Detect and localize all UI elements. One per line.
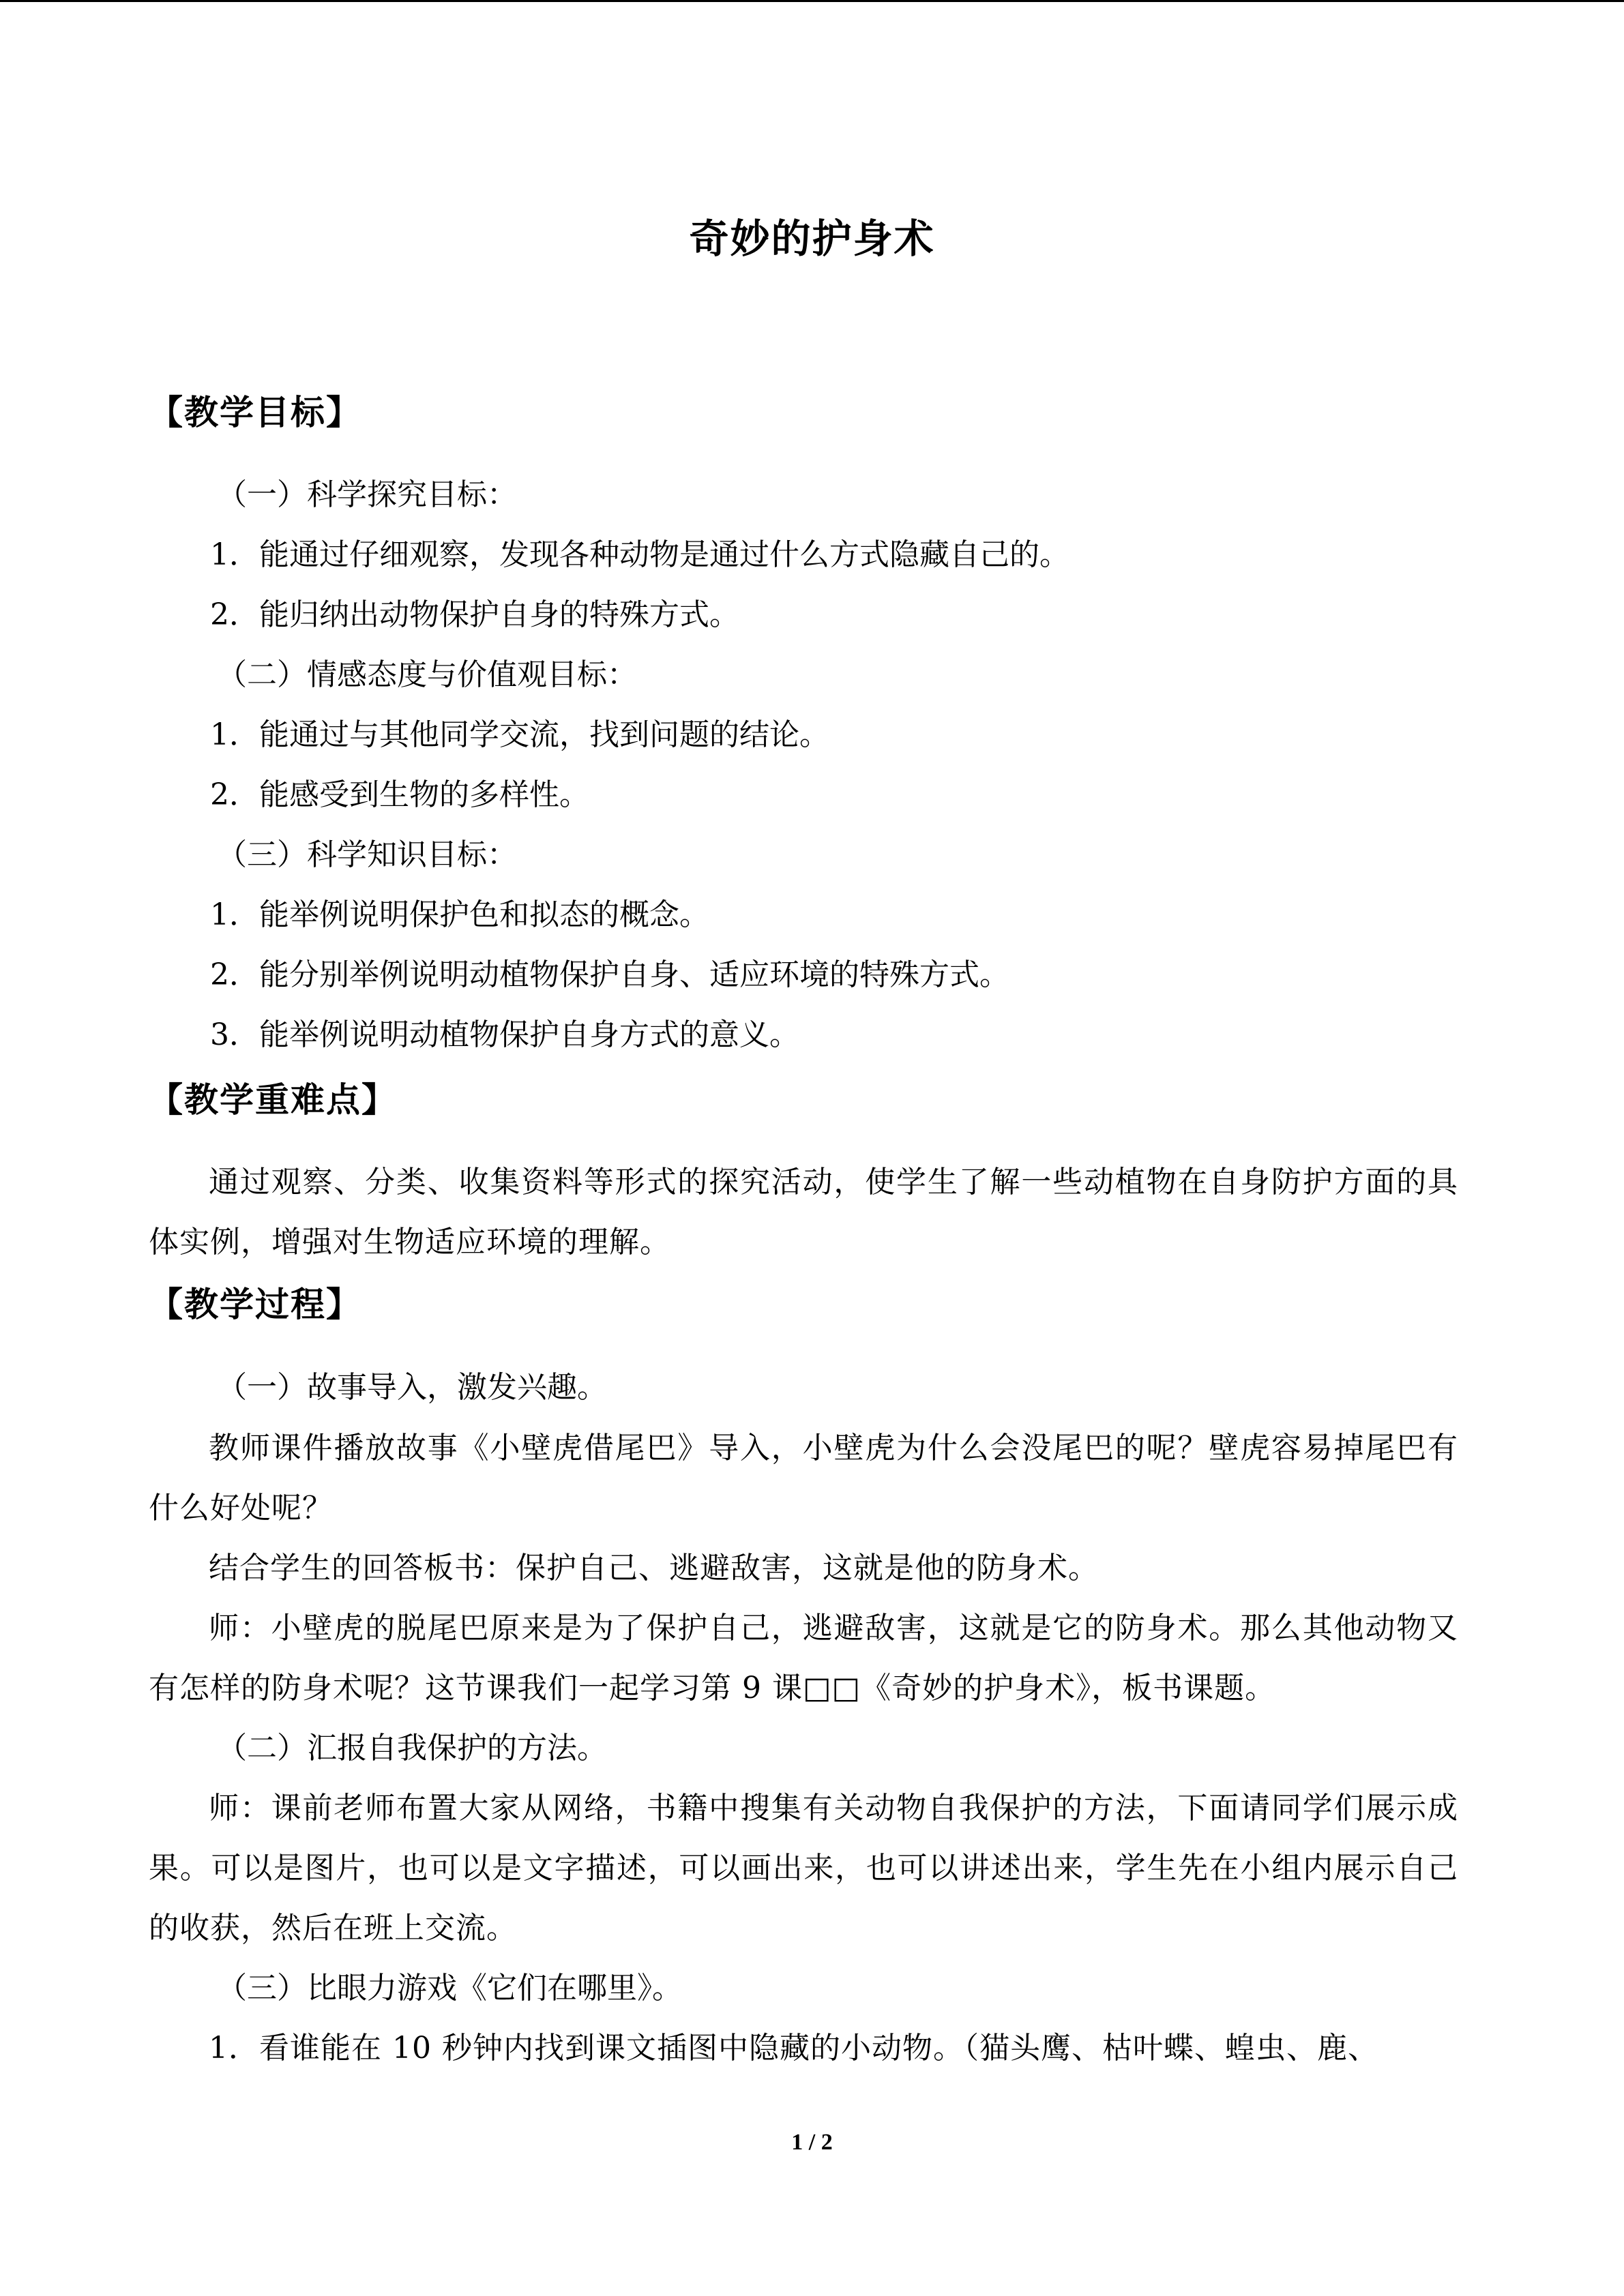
process-paragraph-4: 师：课前老师布置大家从网络，书籍中搜集有关动物自我保护的方法，下面请同学们展示成果。可以是图片，也可以是文字描述，可以画出来，也可以讲述出来，学生先在小组内展示自己的收获，然后在班上交流。: [149, 1791, 1458, 1945]
objectives-sub-1-item-2: 2．能归纳出动物保护自身的特殊方式。: [210, 597, 739, 632]
document-title: 奇妙的护身术: [689, 215, 935, 262]
key-points-paragraph: 通过观察、分类、收集资料等形式的探究活动，使学生了解一些动植物在自身防护方面的具体实例，增强对生物适应环境的理解。: [149, 1165, 1458, 1259]
heading-key-difficult-points: 【教学重难点】: [149, 1080, 397, 1120]
process-step-2: （二）汇报自我保护的方法。: [217, 1731, 607, 1765]
process-paragraph-1: 教师课件播放故事《小壁虎借尾巴》导入，小壁虎为什么会没尾巴的呢？壁虎容易掉尾巴有什么好处呢？: [149, 1431, 1458, 1525]
objectives-sub-3-item-3: 3．能举例说明动植物保护自身方式的意义。: [210, 1017, 799, 1052]
process-paragraph-2: 结合学生的回答板书：保护自己、逃避敌害，这就是他的防身术。: [209, 1551, 1099, 1585]
page-number: 1 / 2: [791, 2130, 833, 2155]
objectives-sub-2: （二）情感态度与价值观目标：: [217, 657, 637, 692]
page-top-border: [0, 0, 1624, 2]
process-paragraph-3: 师：小壁虎的脱尾巴原来是为了保护自己，逃避敌害，这就是它的防身术。那么其他动物又有怎样的防身术呢？这节课我们一起学习第 9 课□□《奇妙的护身术》，板书课题。: [149, 1611, 1458, 1705]
objectives-sub-1-item-1: 1．能通过仔细观察，发现各种动物是通过什么方式隐藏自己的。: [210, 537, 1069, 572]
heading-teaching-process: 【教学过程】: [149, 1285, 361, 1324]
objectives-sub-3-item-2: 2．能分别举例说明动植物保护自身、适应环境的特殊方式。: [210, 957, 1009, 992]
process-step-1: （一）故事导入，激发兴趣。: [217, 1370, 607, 1405]
heading-teaching-objectives: 【教学目标】: [149, 393, 361, 432]
objectives-sub-2-item-1: 1．能通过与其他同学交流，找到问题的结论。: [210, 717, 829, 752]
objectives-sub-1: （一）科学探究目标：: [217, 477, 517, 512]
process-paragraph-5: 1．看谁能在 10 秒钟内找到课文插图中隐藏的小动物。（猫头鹰、枯叶蝶、蝗虫、鹿、: [209, 2031, 1378, 2066]
objectives-sub-2-item-2: 2．能感受到生物的多样性。: [210, 777, 589, 812]
process-step-3: （三）比眼力游戏《它们在哪里》。: [217, 1971, 682, 2006]
objectives-sub-3: （三）科学知识目标：: [217, 837, 517, 872]
objectives-sub-3-item-1: 1．能举例说明保护色和拟态的概念。: [210, 897, 709, 932]
